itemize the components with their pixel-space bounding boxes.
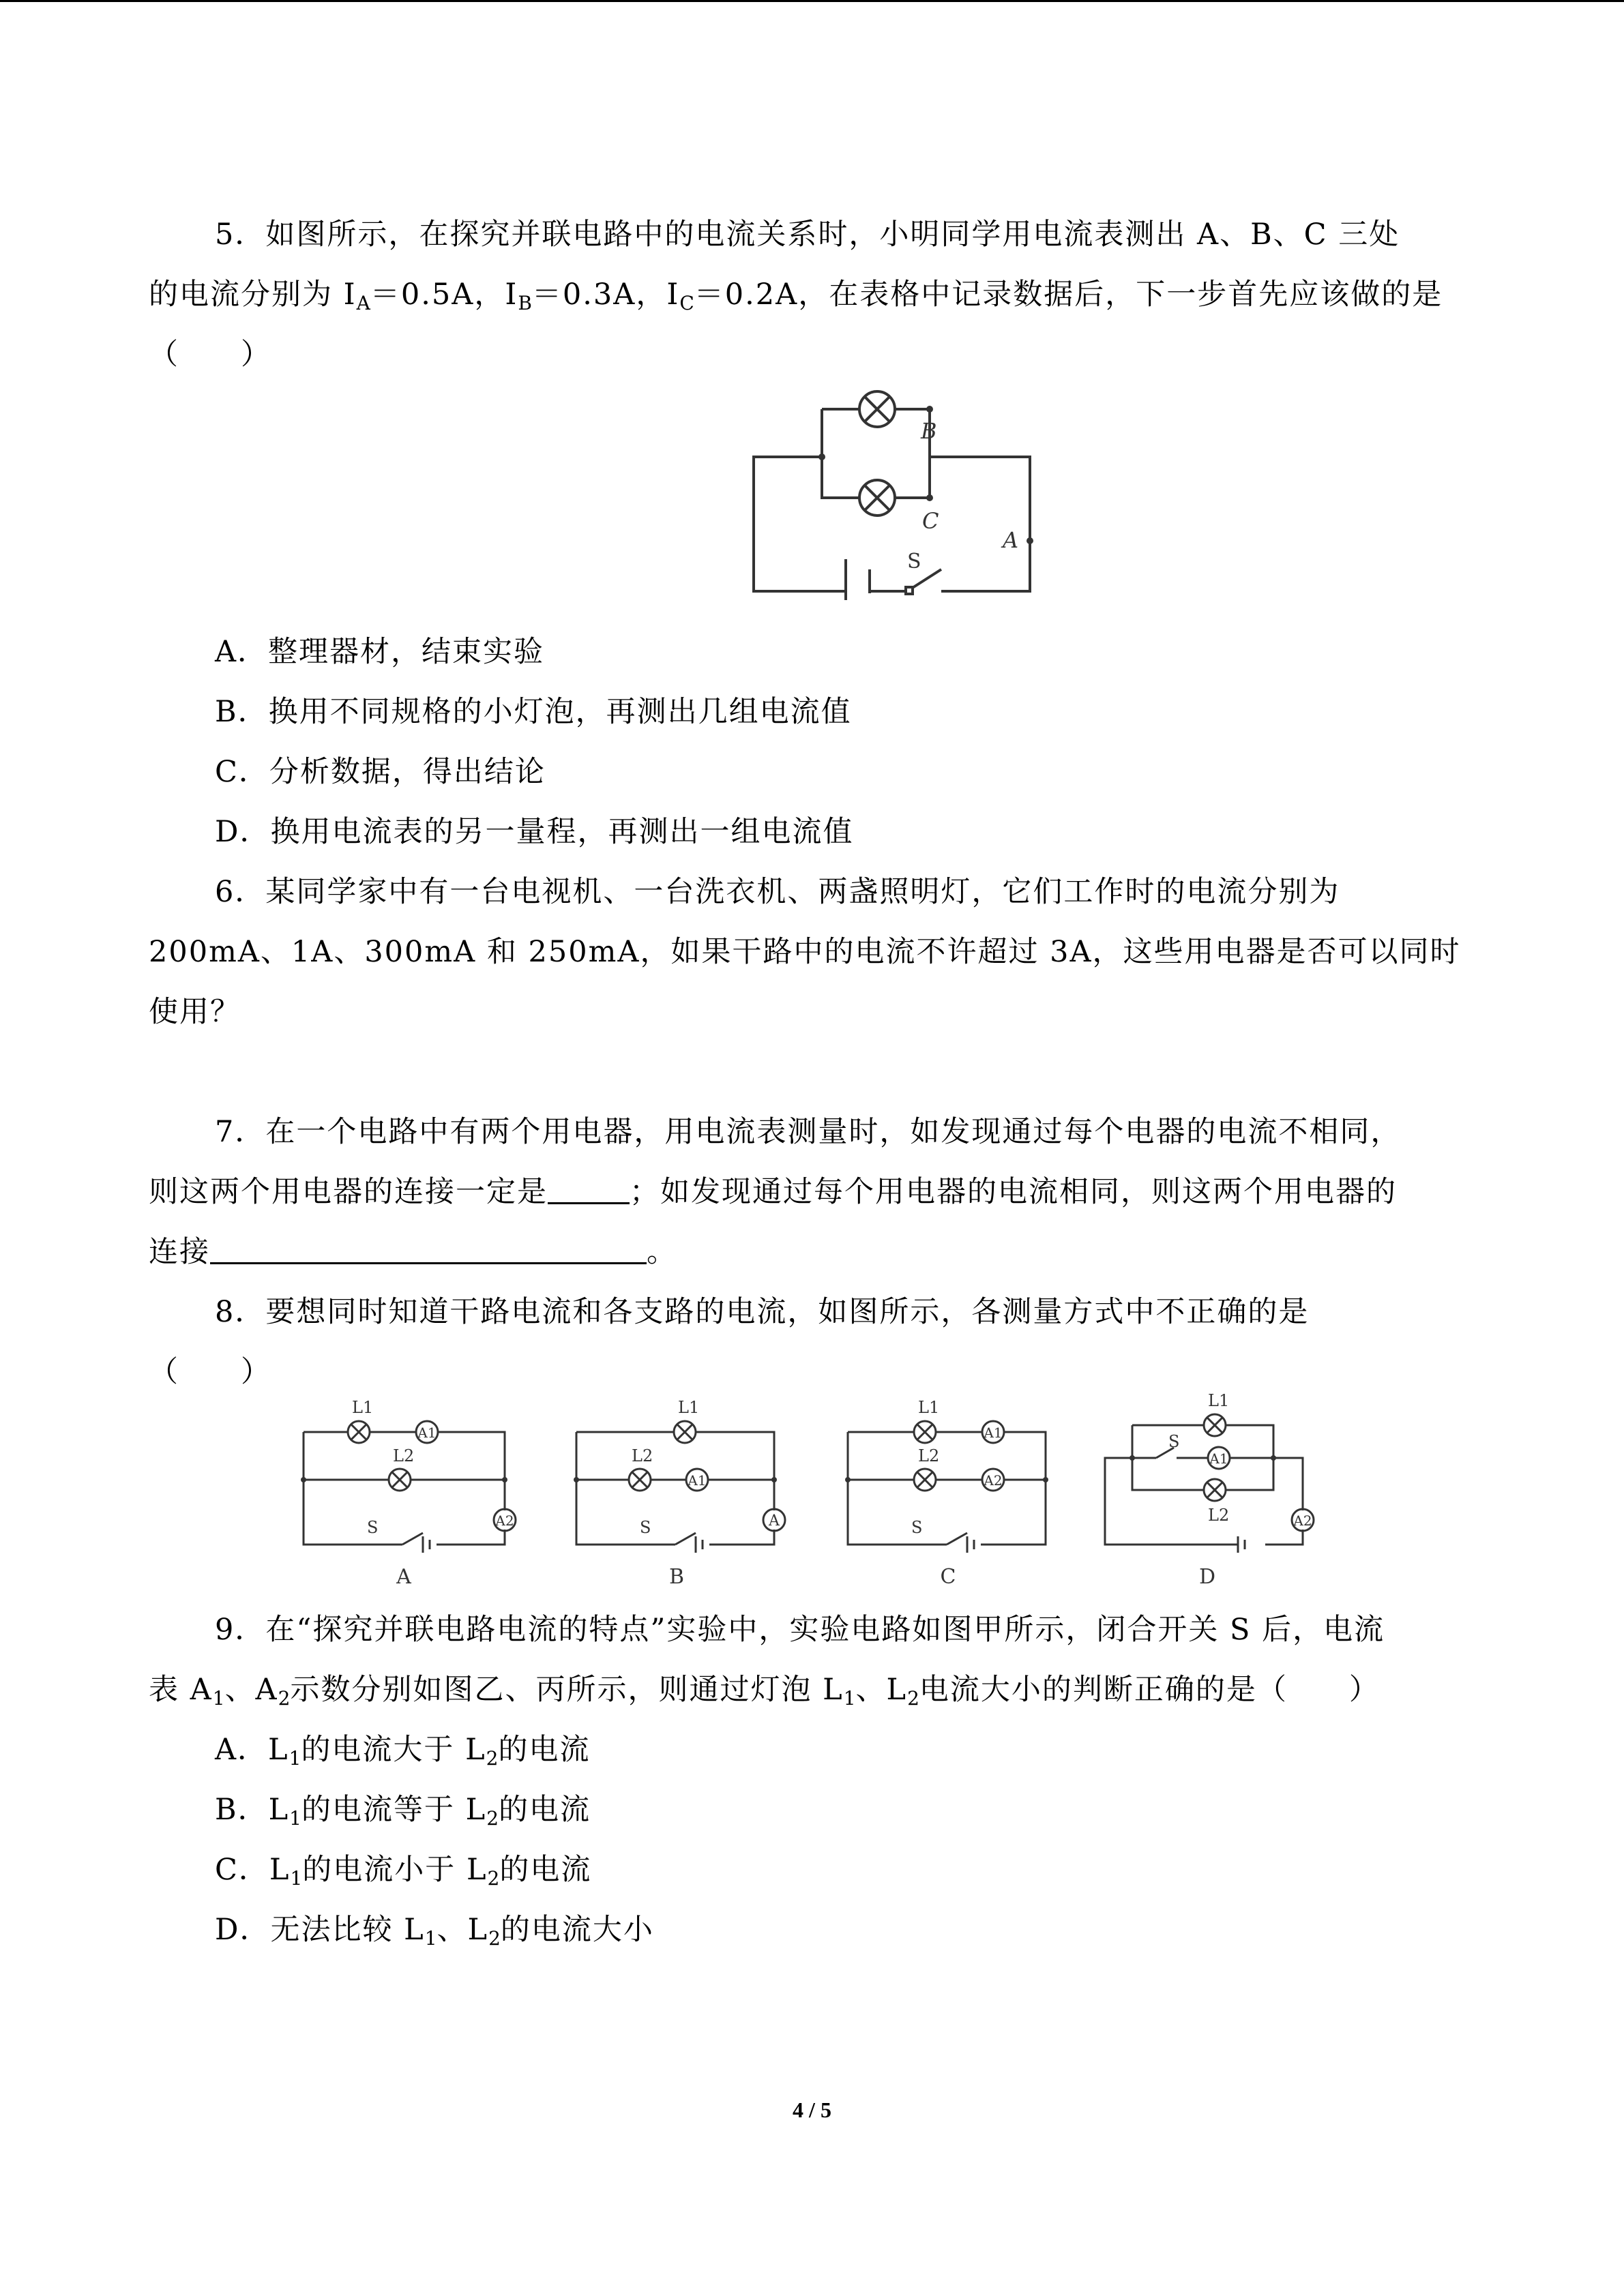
q9-option-d: D．无法比较 $L_1$、$L_2$的电流大小: [215, 1913, 654, 1950]
q5-label-b: B: [921, 418, 937, 444]
q8c-m2: A2: [984, 1472, 1003, 1489]
q8b-l1: L1: [678, 1398, 700, 1417]
q6-line1: 6．某同学家中有一台电视机、一台洗衣机、两盏照明灯，它们工作时的电流分别为: [215, 875, 1340, 909]
q8-figure-a: [293, 1391, 525, 1596]
q5-label-c: C: [922, 508, 939, 534]
q8d-m1: A1: [1209, 1450, 1228, 1467]
q8a-caption: A: [396, 1565, 411, 1589]
q6-line3: 使用？: [149, 995, 241, 1029]
q8c-l1: L1: [918, 1398, 940, 1417]
q8-figure-d: [1095, 1384, 1340, 1596]
q7-line1: 7．在一个电路中有两个用电器，用电流表测量时，如发现通过每个电器的电流不相同，: [215, 1115, 1402, 1149]
q5-option-d: D．换用电流表的另一量程，再测出一组电流值: [215, 815, 854, 849]
q8-figure-c: [838, 1391, 1069, 1596]
q9-line2: 表 $A_1$、$A_2$示数分别如图乙、丙所示，则通过灯泡 $L_1$、$L_2$电流大小的判断正确的是（ ）: [149, 1673, 1380, 1710]
q5-label-a: A: [1003, 527, 1019, 553]
q8d-m2: A2: [1293, 1512, 1312, 1529]
q8d-caption: D: [1198, 1565, 1216, 1589]
q7-line2: 则这两个用电器的连接一定是 ；如发现通过每个用电器的电流相同，则这两个用电器的: [149, 1175, 1397, 1209]
q8b-s: S: [640, 1518, 651, 1537]
q8b-caption: B: [668, 1565, 685, 1589]
q8d-l2: L2: [1208, 1506, 1230, 1525]
q8a-m2: A2: [495, 1512, 514, 1529]
q8-figure-b: [566, 1391, 798, 1596]
q7-blank-2: [210, 1234, 647, 1264]
q9-line1: 9．在“探究并联电路电流的特点”实验中，实验电路如图甲所示，闭合开关 S 后，电流: [215, 1613, 1385, 1647]
q8b-l2: L2: [632, 1446, 653, 1465]
q5-circuit-diagram: [743, 385, 1044, 600]
q7-blank-1: [548, 1174, 630, 1204]
q8a-m1: A1: [417, 1425, 437, 1441]
q5-option-b: B．换用不同规格的小灯泡，再测出几组电流值: [215, 695, 852, 729]
q5-label-s: S: [907, 550, 921, 573]
q8a-l1: L1: [352, 1398, 374, 1417]
q5-option-a: A．整理器材，结束实验: [215, 635, 545, 669]
q8b-m1: A1: [688, 1472, 707, 1489]
q8c-l2: L2: [918, 1446, 940, 1465]
q8-paren: （ ）: [149, 1355, 271, 1389]
q5-option-c: C．分析数据，得出结论: [215, 755, 546, 789]
q9-option-b: B．$L_1$的电流等于 $L_2$的电流: [215, 1793, 591, 1830]
q8-line1: 8．要想同时知道干路电流和各支路的电流，如图所示，各测量方式中不正确的是: [215, 1295, 1310, 1329]
q9-option-c: C．$L_1$的电流小于 $L_2$的电流: [215, 1853, 592, 1890]
q8d-l1: L1: [1208, 1391, 1230, 1410]
q8a-s: S: [367, 1518, 379, 1537]
q8c-s: S: [911, 1518, 923, 1537]
q6-line2: 200mA、1A、300mA 和 250mA，如果干路中的电流不许超过 3A，这些用电器是否可以同时: [149, 935, 1461, 969]
top-border: [0, 0, 1624, 2]
q7-line3: 连接 。: [149, 1235, 677, 1269]
q5-paren: （ ）: [149, 338, 271, 372]
q8a-l2: L2: [393, 1446, 415, 1465]
q8b-m2: A: [769, 1512, 780, 1530]
page-number: 4 / 5: [793, 2098, 831, 2122]
q5-line2: 的电流分别为 $I_A=0.5A$，$I_B=0.3A$，$I_C=0.2A$，在表格中记录数据后，下一步首先应该做的是: [149, 278, 1443, 314]
q9-option-a: A．$L_1$的电流大于 $L_2$的电流: [215, 1733, 591, 1770]
q8c-m1: A1: [984, 1425, 1003, 1441]
q8d-s: S: [1168, 1432, 1180, 1451]
q5-line1: 5．如图所示，在探究并联电路中的电流关系时，小明同学用电流表测出 A、B、C 三处: [215, 218, 1400, 252]
q8c-caption: C: [940, 1565, 956, 1589]
